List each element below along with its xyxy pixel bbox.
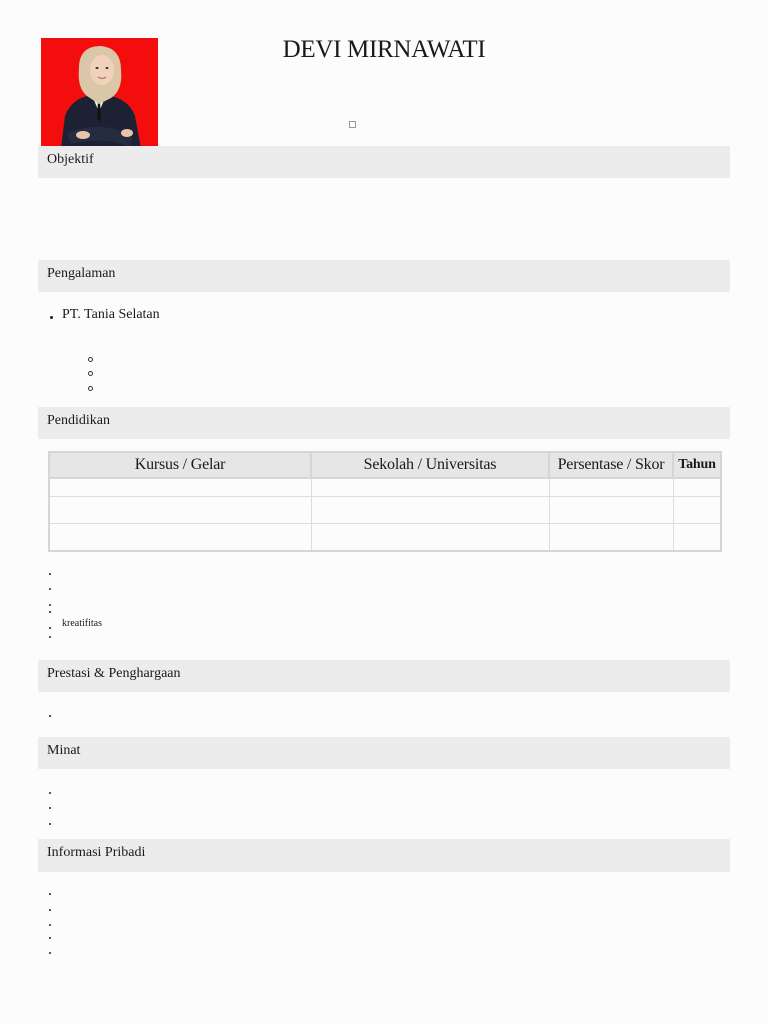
bullet-icon <box>49 627 51 629</box>
column-header: Persentase / Skor <box>549 452 673 478</box>
column-header: Tahun <box>673 452 721 478</box>
section-minat <box>38 737 730 769</box>
section-title-pengalaman: Pengalaman <box>47 266 116 281</box>
section-title-prestasi: Prestasi & Penghargaan <box>47 666 181 681</box>
section-title-objektif: Objektif <box>47 152 94 167</box>
column-header: Sekolah / Universitas <box>311 452 549 478</box>
bullet-icon <box>49 807 51 809</box>
sub-bullet-icon <box>88 371 93 376</box>
skill-item: kreatifitas <box>62 618 102 629</box>
bullet-icon <box>49 588 51 590</box>
placeholder-box-icon <box>349 121 356 128</box>
candidate-name: DEVI MIRNAWATI <box>282 36 486 63</box>
column-header: Kursus / Gelar <box>49 452 311 478</box>
bullet-icon <box>49 636 51 638</box>
bullet-icon <box>49 823 51 825</box>
bullet-icon <box>49 573 51 575</box>
bullet-icon <box>49 952 51 954</box>
bullet-icon <box>49 924 51 926</box>
bullet-icon <box>49 937 51 939</box>
section-objektif <box>38 146 730 178</box>
education-table <box>48 451 722 552</box>
table-header-row <box>49 452 721 478</box>
table-row <box>49 478 721 497</box>
bullet-icon <box>50 316 53 319</box>
section-title-pendidikan: Pendidikan <box>47 413 110 428</box>
experience-company: PT. Tania Selatan <box>62 307 160 322</box>
table-row <box>49 524 721 552</box>
section-prestasi <box>38 660 730 692</box>
profile-photo <box>41 38 158 148</box>
bullet-icon <box>49 909 51 911</box>
section-informasi-pribadi <box>38 839 730 872</box>
section-title-informasi-pribadi: Informasi Pribadi <box>47 845 146 860</box>
bullet-icon <box>49 792 51 794</box>
section-pengalaman <box>38 260 730 292</box>
section-pendidikan <box>38 407 730 439</box>
section-title-minat: Minat <box>47 743 81 758</box>
bullet-icon <box>49 715 51 717</box>
bullet-icon <box>49 611 51 613</box>
table-row <box>49 497 721 524</box>
sub-bullet-icon <box>88 386 93 391</box>
bullet-icon <box>49 893 51 895</box>
sub-bullet-icon <box>88 357 93 362</box>
bullet-icon <box>49 604 51 606</box>
